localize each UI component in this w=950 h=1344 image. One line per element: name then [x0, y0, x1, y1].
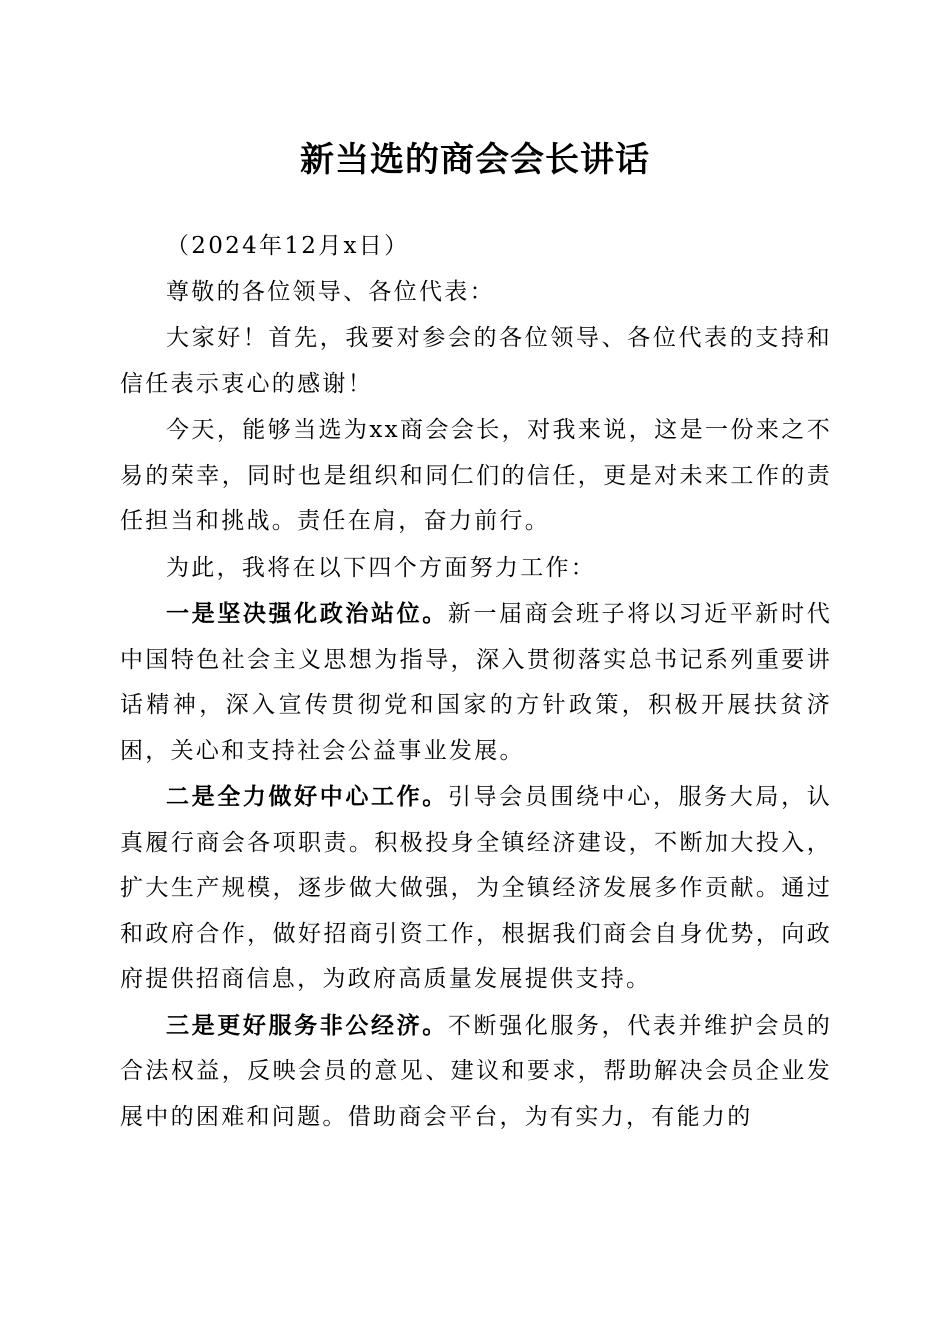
- salutation: 尊敬的各位领导、各位代表：: [166, 278, 495, 305]
- paragraph-text: 今天，能够当选为xx商会会长，对我来说，这是一份来之不易的荣幸，同时也是组织和同仁们的信任，更是对未来工作的责任担当和挑战。责任在肩，奋力前行。: [120, 417, 832, 534]
- paragraph-point-2: [120, 774, 832, 1003]
- date-line: （2024年12月x日）: [166, 233, 410, 259]
- paragraph-lead: 三是更好服务非公经济。: [166, 1011, 448, 1039]
- paragraph-text: 引导会员围绕中心，服务大局，认真履行商会各项职责。积极投身全镇经济建设，不断加大投入，扩大生产规模，逐步做大做强，为全镇经济发展多作贡献。通过和政府合作，做好招商引资工作，根据我们商会自身优势，向政府提供招商信息，为政府高质量发展提供支持。: [120, 784, 832, 992]
- paragraph-text: 为此，我将在以下四个方面努力工作：: [166, 554, 597, 581]
- paragraph-text: 新一届商会班子将以习近平新时代中国特色社会主义思想为指导，深入贯彻落实总书记系列重要讲话精神，深入宣传贯彻党和国家的方针政策，积极开展扶贫济困，关心和支持社会公益事业发展。: [120, 601, 832, 764]
- paragraph-text: 不断强化服务，代表并维护会员的合法权益，反映会员的意见、建议和要求，帮助解决会员企业发展中的困难和问题。借助商会平台，为有实力，有能力的: [120, 1012, 832, 1130]
- document-title: 新当选的商会会长讲话: [300, 140, 650, 180]
- paragraph-greeting: [120, 315, 832, 407]
- paragraph-intro: [120, 545, 832, 592]
- paragraph-lead: 一是坚决强化政治站位。: [166, 600, 448, 627]
- paragraph-honor: [120, 407, 832, 545]
- paragraph-point-1: [120, 591, 832, 774]
- paragraph-text: 大家好！首先，我要对参会的各位领导、各位代表的支持和信任表示衷心的感谢！: [120, 325, 832, 397]
- paragraph-lead: 二是全力做好中心工作。: [166, 783, 448, 810]
- paragraph-point-3: [120, 1003, 832, 1141]
- document-body: [120, 224, 832, 1140]
